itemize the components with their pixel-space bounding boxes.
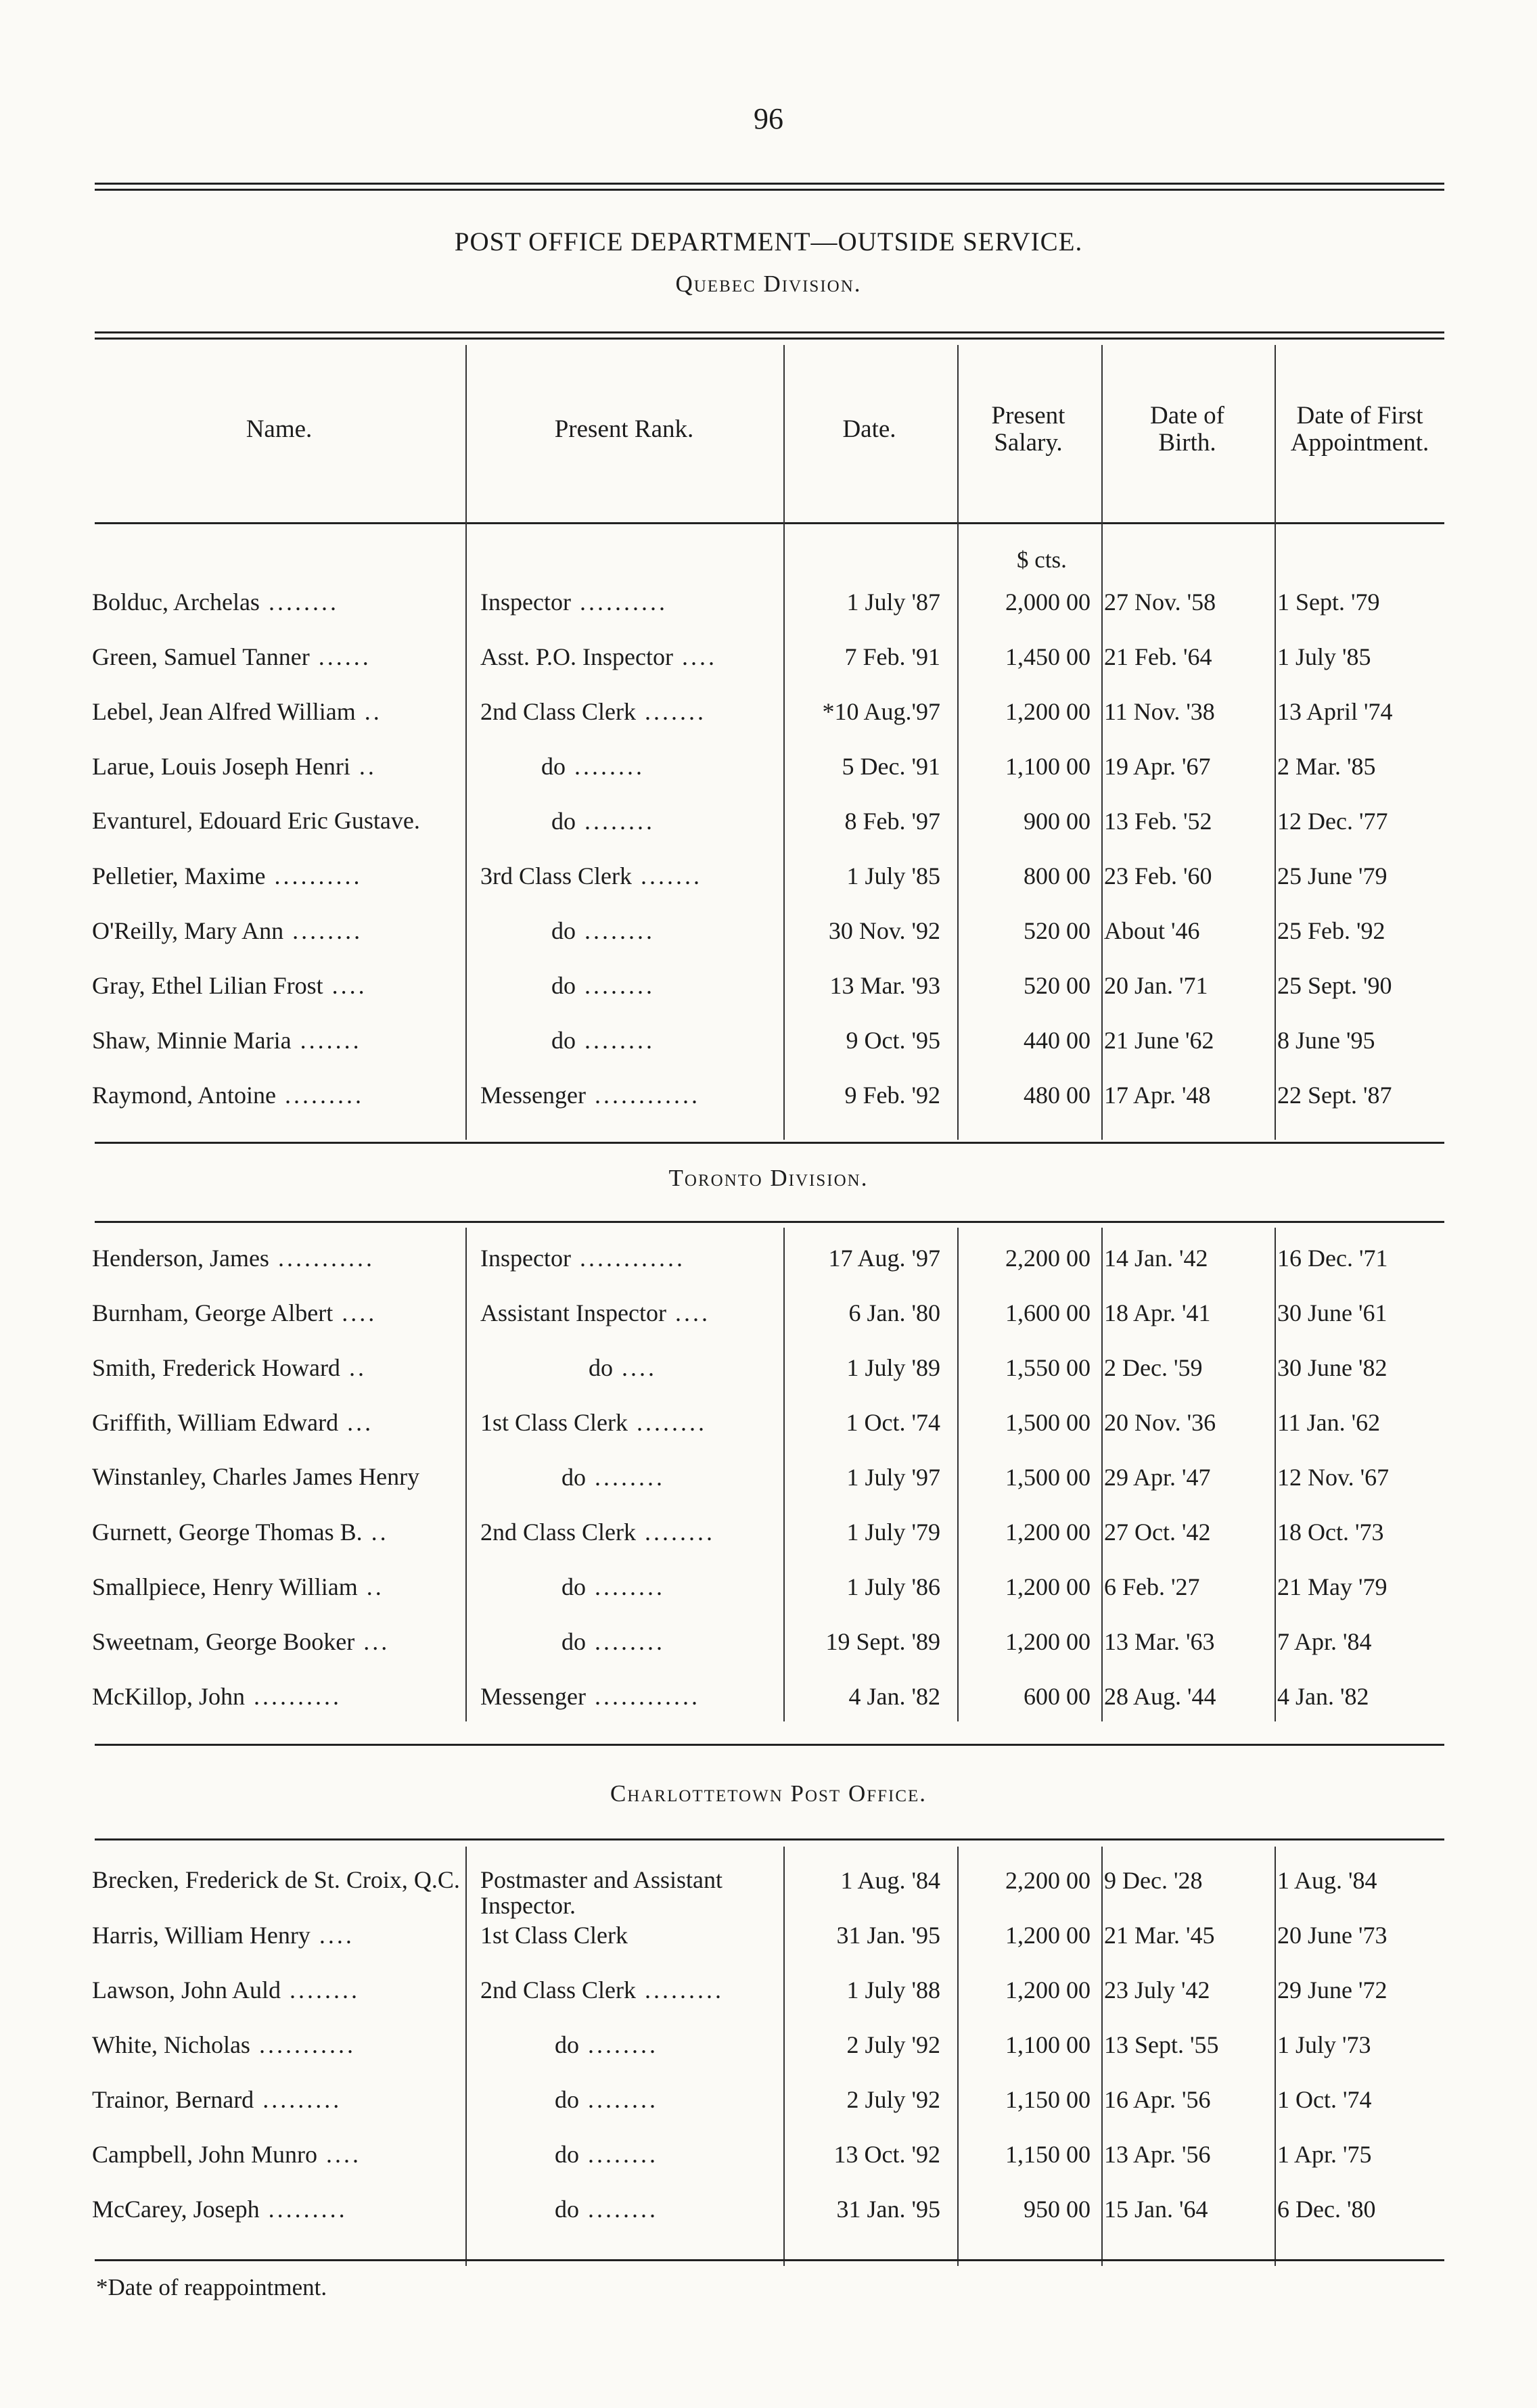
bottom-rule <box>95 2259 1444 2261</box>
employee-name: Shaw, Minnie Maria ....... <box>92 1027 362 1054</box>
birth-date: 17 Apr. '48 <box>1104 1082 1211 1109</box>
salary: 1,450 00 <box>1005 643 1091 670</box>
salary: 2,000 00 <box>1005 588 1091 616</box>
column-header-name: Name. <box>246 415 313 443</box>
birth-date: 14 Jan. '42 <box>1104 1245 1208 1272</box>
date: 1 July '89 <box>846 1354 940 1381</box>
birth-date: 21 Mar. '45 <box>1104 1922 1215 1949</box>
rank: 1st Class Clerk <box>480 1922 628 1949</box>
salary: 1,600 00 <box>1005 1299 1091 1326</box>
salary: 520 00 <box>1024 917 1091 944</box>
rank: do ........ <box>551 1027 655 1054</box>
rank: Postmaster and Assistant Inspector. <box>480 1866 722 1919</box>
birth-date: 23 Feb. '60 <box>1104 862 1212 889</box>
table-row <box>0 2196 1537 2251</box>
table-row <box>0 917 1537 973</box>
salary: 1,550 00 <box>1005 1354 1091 1381</box>
first-appointment: 25 Feb. '92 <box>1277 917 1385 944</box>
date: *10 Aug.'97 <box>822 698 940 725</box>
first-appointment: 25 Sept. '90 <box>1277 972 1392 999</box>
birth-date: 13 Mar. '63 <box>1104 1628 1215 1655</box>
first-appointment: 22 Sept. '87 <box>1277 1082 1392 1109</box>
table-row <box>0 2031 1537 2087</box>
birth-date: 21 Feb. '64 <box>1104 643 1212 670</box>
date: 4 Jan. '82 <box>848 1683 940 1710</box>
date: 1 Aug. '84 <box>840 1867 940 1894</box>
birth-date: 21 June '62 <box>1104 1027 1214 1054</box>
birth-date: 28 Aug. '44 <box>1104 1683 1216 1710</box>
salary: 1,200 00 <box>1005 698 1091 725</box>
first-appointment: 29 June '72 <box>1277 1976 1387 2004</box>
rank: 2nd Class Clerk ....... <box>480 698 706 725</box>
table-row <box>0 643 1537 699</box>
column-header-date: Date. <box>842 415 896 443</box>
salary: 480 00 <box>1024 1082 1091 1109</box>
salary: 520 00 <box>1024 972 1091 999</box>
salary: 1,200 00 <box>1005 1976 1091 2004</box>
table-row <box>0 1867 1537 1922</box>
rank: do ........ <box>555 2141 658 2168</box>
page-title: POST OFFICE DEPARTMENT—OUTSIDE SERVICE. <box>454 227 1083 256</box>
first-appointment: 8 June '95 <box>1277 1027 1375 1054</box>
column-header-rank: Present Rank. <box>554 415 694 443</box>
section-rule <box>95 1142 1444 1144</box>
birth-date: About '46 <box>1104 917 1200 944</box>
first-appointment: 11 Jan. '62 <box>1277 1409 1381 1436</box>
first-appointment: 1 July '85 <box>1277 643 1371 670</box>
date: 2 July '92 <box>846 2086 940 2113</box>
column-header-salary: Present Salary. <box>991 402 1065 457</box>
employee-name: Griffith, William Edward ... <box>92 1409 374 1436</box>
first-appointment: 7 Apr. '84 <box>1277 1628 1372 1655</box>
salary: 950 00 <box>1024 2196 1091 2223</box>
salary: 2,200 00 <box>1005 1245 1091 1272</box>
employee-name: O'Reilly, Mary Ann ........ <box>92 917 363 944</box>
salary: 900 00 <box>1024 808 1091 835</box>
first-appointment: 20 June '73 <box>1277 1922 1387 1949</box>
employee-name: White, Nicholas ........... <box>92 2031 356 2058</box>
salary: 1,200 00 <box>1005 1922 1091 1949</box>
rank: 2nd Class Clerk ......... <box>480 1976 724 2004</box>
birth-date: 13 Sept. '55 <box>1104 2031 1219 2058</box>
rank: do ........ <box>551 917 655 944</box>
page-number: 96 <box>754 102 783 135</box>
rank: do ........ <box>551 972 655 999</box>
table-row <box>0 1027 1537 1082</box>
employee-name: Pelletier, Maxime .......... <box>92 862 363 889</box>
rank: do ........ <box>555 2196 658 2223</box>
table-row <box>0 1299 1537 1355</box>
first-appointment: 1 Apr. '75 <box>1277 2141 1372 2168</box>
table-row <box>0 1082 1537 1137</box>
first-appointment: 1 July '73 <box>1277 2031 1371 2058</box>
date: 1 July '88 <box>846 1976 940 2004</box>
employee-name: Larue, Louis Joseph Henri .. <box>92 753 377 780</box>
birth-date: 29 Apr. '47 <box>1104 1464 1211 1491</box>
top-double-rule <box>95 183 1444 191</box>
date: 8 Feb. '97 <box>844 808 940 835</box>
rank: 2nd Class Clerk ........ <box>480 1519 715 1546</box>
first-appointment: 2 Mar. '85 <box>1277 753 1376 780</box>
employee-name: Bolduc, Archelas ........ <box>92 588 339 616</box>
rank: Inspector ............ <box>480 1245 685 1272</box>
first-appointment: 30 June '82 <box>1277 1354 1387 1381</box>
table-row <box>0 1573 1537 1629</box>
first-appointment: 16 Dec. '71 <box>1277 1245 1388 1272</box>
employee-name: Burnham, George Albert .... <box>92 1299 377 1326</box>
table-row <box>0 753 1537 808</box>
first-appointment: 30 June '61 <box>1277 1299 1387 1326</box>
employee-name: Brecken, Frederick de St. Croix, Q.C. <box>92 1866 460 1893</box>
date: 13 Oct. '92 <box>833 2141 940 2168</box>
table-row <box>0 1976 1537 2032</box>
employee-name: Evanturel, Edouard Eric Gustave. <box>92 807 420 834</box>
date: 13 Mar. '93 <box>829 972 940 999</box>
date: 1 July '86 <box>846 1573 940 1600</box>
employee-name: Smallpiece, Henry William .. <box>92 1573 384 1600</box>
rank: do ........ <box>555 2086 658 2113</box>
date: 31 Jan. '95 <box>836 1922 940 1949</box>
salary: 1,100 00 <box>1005 753 1091 780</box>
salary: 1,150 00 <box>1005 2086 1091 2113</box>
employee-name: Raymond, Antoine ......... <box>92 1082 364 1109</box>
table-row <box>0 972 1537 1027</box>
table-row <box>0 1464 1537 1519</box>
employee-name: Lawson, John Auld ........ <box>92 1976 360 2004</box>
birth-date: 6 Feb. '27 <box>1104 1573 1200 1600</box>
salary: 600 00 <box>1024 1683 1091 1710</box>
table-row <box>0 1409 1537 1464</box>
rank: do ........ <box>555 2031 658 2058</box>
rank: 3rd Class Clerk ....... <box>480 862 702 889</box>
salary: 1,500 00 <box>1005 1464 1091 1491</box>
employee-name: McCarey, Joseph ......... <box>92 2196 348 2223</box>
table-row <box>0 2086 1537 2141</box>
table-row <box>0 1354 1537 1410</box>
date: 9 Feb. '92 <box>844 1082 940 1109</box>
date: 1 July '79 <box>846 1519 940 1546</box>
first-appointment: 6 Dec. '80 <box>1277 2196 1376 2223</box>
date: 7 Feb. '91 <box>844 643 940 670</box>
date: 1 July '85 <box>846 862 940 889</box>
salary: 1,200 00 <box>1005 1628 1091 1655</box>
header-rule-bottom <box>95 522 1444 524</box>
date: 9 Oct. '95 <box>846 1027 940 1054</box>
birth-date: 9 Dec. '28 <box>1104 1867 1203 1894</box>
first-appointment: 12 Dec. '77 <box>1277 808 1388 835</box>
employee-name: Henderson, James ........... <box>92 1245 375 1272</box>
salary: 1,500 00 <box>1005 1409 1091 1436</box>
section-heading: Quebec Division. <box>675 271 862 297</box>
birth-date: 23 July '42 <box>1104 1976 1210 2004</box>
birth-date: 20 Jan. '71 <box>1104 972 1208 999</box>
salary: 2,200 00 <box>1005 1867 1091 1894</box>
table-row <box>0 1628 1537 1684</box>
employee-name: Green, Samuel Tanner ...... <box>92 643 371 670</box>
date: 1 July '87 <box>846 588 940 616</box>
section-heading: Charlottetown Post Office. <box>610 1780 927 1807</box>
employee-name: Trainor, Bernard ......... <box>92 2086 342 2113</box>
employee-name: McKillop, John .......... <box>92 1683 342 1710</box>
birth-date: 18 Apr. '41 <box>1104 1299 1211 1326</box>
section-rule <box>95 1744 1444 1746</box>
rank: do ........ <box>561 1464 665 1491</box>
salary: 1,100 00 <box>1005 2031 1091 2058</box>
employee-name: Campbell, John Munro .... <box>92 2141 361 2168</box>
date: 6 Jan. '80 <box>848 1299 940 1326</box>
header-rule-top <box>95 331 1444 340</box>
rank: Messenger ............ <box>480 1683 700 1710</box>
birth-date: 13 Apr. '56 <box>1104 2141 1211 2168</box>
date: 30 Nov. '92 <box>828 917 940 944</box>
employee-name: Gurnett, George Thomas B. .. <box>92 1519 389 1546</box>
birth-date: 2 Dec. '59 <box>1104 1354 1203 1381</box>
first-appointment: 4 Jan. '82 <box>1277 1683 1369 1710</box>
section-rule <box>95 1838 1444 1840</box>
table-row <box>0 1922 1537 1977</box>
employee-name: Gray, Ethel Lilian Frost .... <box>92 972 367 999</box>
birth-date: 11 Nov. '38 <box>1104 698 1215 725</box>
first-appointment: 1 Sept. '79 <box>1277 588 1380 616</box>
birth-date: 27 Nov. '58 <box>1104 588 1216 616</box>
table-row <box>0 1519 1537 1574</box>
birth-date: 16 Apr. '56 <box>1104 2086 1211 2113</box>
table-row <box>0 1683 1537 1738</box>
salary: 1,200 00 <box>1005 1519 1091 1546</box>
salary: 440 00 <box>1024 1027 1091 1054</box>
first-appointment: 25 June '79 <box>1277 862 1387 889</box>
salary: 1,150 00 <box>1005 2141 1091 2168</box>
section-heading: Toronto Division. <box>668 1165 869 1191</box>
date: 1 July '97 <box>846 1464 940 1491</box>
rank: Messenger ............ <box>480 1082 700 1109</box>
rank: do ........ <box>551 808 655 835</box>
table-row <box>0 588 1537 644</box>
table-row <box>0 808 1537 863</box>
column-header-birth: Date of Birth. <box>1150 402 1224 457</box>
birth-date: 15 Jan. '64 <box>1104 2196 1208 2223</box>
column-header-first: Date of First Appointment. <box>1290 402 1429 457</box>
first-appointment: 18 Oct. '73 <box>1277 1519 1384 1546</box>
employee-name: Sweetnam, George Booker ... <box>92 1628 390 1655</box>
rank: do ........ <box>561 1573 665 1600</box>
date: 1 Oct. '74 <box>846 1409 940 1436</box>
date: 2 July '92 <box>846 2031 940 2058</box>
first-appointment: 21 May '79 <box>1277 1573 1387 1600</box>
first-appointment: 1 Aug. '84 <box>1277 1867 1377 1894</box>
footnote: *Date of reappointment. <box>96 2274 327 2300</box>
employee-name: Harris, William Henry .... <box>92 1922 354 1949</box>
units-label: $ cts. <box>1017 547 1067 573</box>
first-appointment: 1 Oct. '74 <box>1277 2086 1372 2113</box>
birth-date: 20 Nov. '36 <box>1104 1409 1216 1436</box>
date: 19 Sept. '89 <box>825 1628 940 1655</box>
table-row <box>0 2141 1537 2196</box>
employee-name: Winstanley, Charles James Henry <box>92 1463 420 1490</box>
birth-date: 13 Feb. '52 <box>1104 808 1212 835</box>
rank: Inspector .......... <box>480 588 668 616</box>
table-row <box>0 1245 1537 1300</box>
table-row <box>0 698 1537 754</box>
birth-date: 27 Oct. '42 <box>1104 1519 1211 1546</box>
rank: Asst. P.O. Inspector .... <box>480 643 717 670</box>
first-appointment: 12 Nov. '67 <box>1277 1464 1390 1491</box>
employee-name: Lebel, Jean Alfred William .. <box>92 698 382 725</box>
salary: 1,200 00 <box>1005 1573 1091 1600</box>
table-row <box>0 862 1537 918</box>
birth-date: 19 Apr. '67 <box>1104 753 1211 780</box>
date: 17 Aug. '97 <box>828 1245 940 1272</box>
employee-name: Smith, Frederick Howard .. <box>92 1354 367 1381</box>
salary: 800 00 <box>1024 862 1091 889</box>
rank: do ........ <box>561 1628 665 1655</box>
section-rule <box>95 1221 1444 1223</box>
rank: do .... <box>589 1354 657 1381</box>
rank: do ........ <box>541 753 645 780</box>
rank: 1st Class Clerk ........ <box>480 1409 708 1436</box>
rank: Assistant Inspector .... <box>480 1299 710 1326</box>
first-appointment: 13 April '74 <box>1277 698 1393 725</box>
date: 31 Jan. '95 <box>836 2196 940 2223</box>
date: 5 Dec. '91 <box>842 753 940 780</box>
